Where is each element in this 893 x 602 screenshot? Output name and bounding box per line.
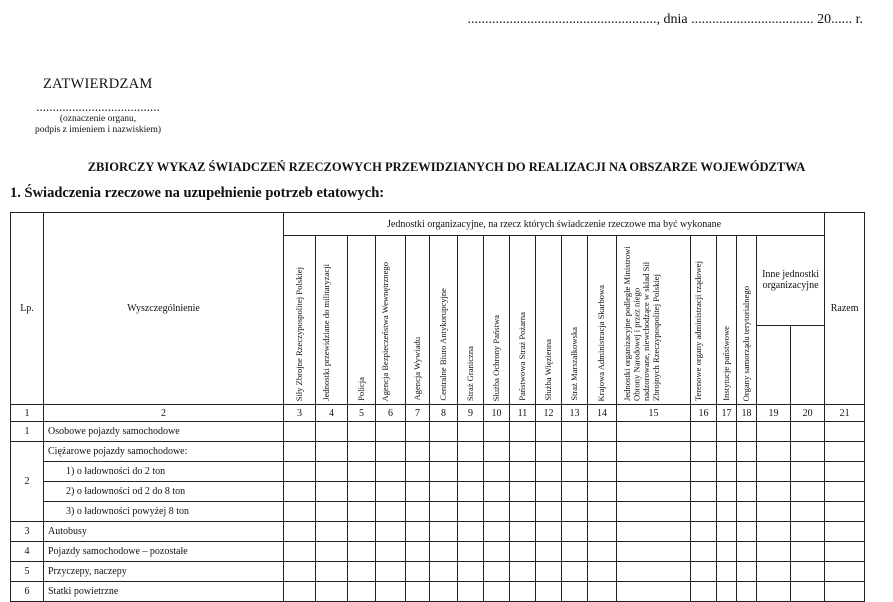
unit-header xyxy=(430,236,458,405)
data-cell[interactable] xyxy=(458,462,484,482)
data-cell[interactable] xyxy=(588,582,617,602)
data-cell[interactable] xyxy=(376,442,406,462)
row-label: Statki powietrzne xyxy=(44,582,284,602)
unit-header xyxy=(717,236,737,405)
data-cell[interactable] xyxy=(737,562,757,582)
data-cell[interactable] xyxy=(348,482,376,502)
table-row xyxy=(11,522,865,542)
signature-caption-line-2: podpis z imieniem i nazwiskiem) xyxy=(34,125,162,135)
data-cell[interactable] xyxy=(510,462,536,482)
data-cell[interactable] xyxy=(617,582,691,602)
column-number: 5 xyxy=(348,405,376,422)
data-cell[interactable] xyxy=(376,502,406,522)
data-cell[interactable] xyxy=(284,442,316,462)
data-cell[interactable] xyxy=(316,462,348,482)
data-cell[interactable] xyxy=(376,522,406,542)
document-title: ZBIORCZY WYKAZ ŚWIADCZEŃ RZECZOWYCH PRZEWIDZIANYCH DO REALIZACJI NA OBSZARZE WOJEWÓDZTWA xyxy=(87,160,806,174)
data-cell[interactable] xyxy=(562,462,588,482)
data-cell[interactable] xyxy=(458,502,484,522)
table-row xyxy=(11,462,865,482)
unit-header-text: Służba Ochrony Państwa xyxy=(490,314,501,401)
unit-header-text: Służba Więzienna xyxy=(542,339,553,401)
table-row xyxy=(11,442,865,462)
data-cell[interactable] xyxy=(691,442,717,462)
column-number: 13 xyxy=(562,405,588,422)
data-cell[interactable] xyxy=(536,522,562,542)
data-cell[interactable] xyxy=(406,562,430,582)
unit-header xyxy=(617,236,691,405)
column-number: 16 xyxy=(691,405,717,422)
data-cell[interactable] xyxy=(791,542,825,562)
data-cell[interactable] xyxy=(588,522,617,542)
data-cell[interactable] xyxy=(825,462,865,482)
data-cell[interactable] xyxy=(406,502,430,522)
data-cell[interactable] xyxy=(588,422,617,442)
signature-caption-line-1: (oznaczenie organu, xyxy=(59,114,137,124)
column-number: 1 xyxy=(11,405,44,422)
data-cell[interactable] xyxy=(737,582,757,602)
data-cell[interactable] xyxy=(617,482,691,502)
data-cell[interactable] xyxy=(717,502,737,522)
data-cell[interactable] xyxy=(536,482,562,502)
data-cell[interactable] xyxy=(510,422,536,442)
other-unit-cell xyxy=(791,325,825,404)
data-cell[interactable] xyxy=(757,502,791,522)
row-lp: 2 xyxy=(11,442,44,522)
data-cell[interactable] xyxy=(791,582,825,602)
data-cell[interactable] xyxy=(284,502,316,522)
unit-header-text: Terenowe organy administracji rządowej xyxy=(692,260,703,401)
column-numbers-row xyxy=(11,405,865,422)
table-row xyxy=(11,562,865,582)
data-cell[interactable] xyxy=(536,462,562,482)
data-cell[interactable] xyxy=(737,542,757,562)
table-body xyxy=(11,422,865,602)
data-cell[interactable] xyxy=(458,522,484,542)
table-row xyxy=(11,482,865,502)
data-cell[interactable] xyxy=(717,542,737,562)
data-cell[interactable] xyxy=(348,582,376,602)
data-cell[interactable] xyxy=(406,522,430,542)
data-cell[interactable] xyxy=(757,422,791,442)
data-cell[interactable] xyxy=(737,442,757,462)
column-number: 2 xyxy=(44,405,284,422)
data-cell[interactable] xyxy=(316,442,348,462)
row-label: 2) o ładowności od 2 do 8 ton xyxy=(44,482,284,502)
data-cell[interactable] xyxy=(348,542,376,562)
data-cell[interactable] xyxy=(691,502,717,522)
signature-block xyxy=(18,100,178,136)
column-number: 6 xyxy=(376,405,406,422)
data-cell[interactable] xyxy=(316,482,348,502)
data-cell[interactable] xyxy=(484,502,510,522)
data-cell[interactable] xyxy=(757,442,791,462)
data-cell[interactable] xyxy=(562,442,588,462)
data-cell[interactable] xyxy=(510,522,536,542)
data-cell[interactable] xyxy=(717,522,737,542)
data-cell[interactable] xyxy=(510,542,536,562)
units-group-header: Jednostki organizacyjne, na rzecz których świadczenie rzeczowe ma być wykonane xyxy=(284,213,825,236)
data-cell[interactable] xyxy=(791,562,825,582)
column-number: 15 xyxy=(617,405,691,422)
column-number: 21 xyxy=(825,405,865,422)
data-cell[interactable] xyxy=(406,442,430,462)
data-cell[interactable] xyxy=(376,462,406,482)
data-cell[interactable] xyxy=(484,442,510,462)
lp-header: Lp. xyxy=(11,213,44,405)
data-cell[interactable] xyxy=(562,582,588,602)
data-cell[interactable] xyxy=(617,542,691,562)
unit-header xyxy=(588,236,617,405)
row-lp: 1 xyxy=(11,422,44,442)
data-cell[interactable] xyxy=(284,482,316,502)
data-cell[interactable] xyxy=(562,542,588,562)
data-cell[interactable] xyxy=(484,542,510,562)
data-cell[interactable] xyxy=(536,422,562,442)
data-cell[interactable] xyxy=(562,482,588,502)
unit-header-text: Instytucje państwowe xyxy=(720,326,731,401)
data-cell[interactable] xyxy=(757,522,791,542)
unit-header-text: Państwowa Straż Pożarna xyxy=(516,312,527,401)
data-cell[interactable] xyxy=(284,562,316,582)
data-cell[interactable] xyxy=(691,522,717,542)
data-cell[interactable] xyxy=(691,582,717,602)
data-cell[interactable] xyxy=(484,562,510,582)
data-cell[interactable] xyxy=(348,422,376,442)
row-label: Ciężarowe pojazdy samochodowe: xyxy=(44,442,284,462)
data-cell[interactable] xyxy=(737,422,757,442)
data-cell[interactable] xyxy=(536,542,562,562)
column-number: 3 xyxy=(284,405,316,422)
data-cell[interactable] xyxy=(284,422,316,442)
data-cell[interactable] xyxy=(316,582,348,602)
data-cell[interactable] xyxy=(825,562,865,582)
data-cell[interactable] xyxy=(757,582,791,602)
data-cell[interactable] xyxy=(562,422,588,442)
data-cell[interactable] xyxy=(717,562,737,582)
unit-header xyxy=(458,236,484,405)
data-cell[interactable] xyxy=(284,582,316,602)
column-number: 18 xyxy=(737,405,757,422)
unit-header-text: Jednostki organizacyjne podległe Ministrowi Obrony Narodowej i przez niego nadzorowane, niewchodzące w skład Sił Zbrojnych Rzeczypospolitej Polskiej xyxy=(621,246,661,401)
data-cell[interactable] xyxy=(458,582,484,602)
other-unit-cell xyxy=(757,325,791,404)
unit-header-text: Siły Zbrojne Rzeczypospolitej Polskiej xyxy=(293,266,304,401)
table-row xyxy=(11,582,865,602)
data-cell[interactable] xyxy=(430,582,458,602)
column-number: 8 xyxy=(430,405,458,422)
data-cell[interactable] xyxy=(562,522,588,542)
column-number: 10 xyxy=(484,405,510,422)
description-header: Wyszczególnienie xyxy=(44,213,284,405)
data-cell[interactable] xyxy=(484,582,510,602)
data-cell[interactable] xyxy=(536,582,562,602)
data-cell[interactable] xyxy=(430,502,458,522)
data-cell[interactable] xyxy=(691,462,717,482)
row-label: Autobusy xyxy=(44,522,284,542)
data-cell[interactable] xyxy=(316,502,348,522)
data-cell[interactable] xyxy=(510,442,536,462)
unit-header xyxy=(284,236,316,405)
data-cell[interactable] xyxy=(588,442,617,462)
unit-header xyxy=(562,236,588,405)
data-cell[interactable] xyxy=(284,462,316,482)
column-number: 7 xyxy=(406,405,430,422)
benefits-table xyxy=(10,212,865,602)
data-cell[interactable] xyxy=(510,582,536,602)
data-cell[interactable] xyxy=(617,442,691,462)
data-cell[interactable] xyxy=(458,442,484,462)
unit-header xyxy=(376,236,406,405)
data-cell[interactable] xyxy=(536,442,562,462)
unit-header-text: Policja xyxy=(355,377,366,401)
data-cell[interactable] xyxy=(348,562,376,582)
data-cell[interactable] xyxy=(536,562,562,582)
column-number: 19 xyxy=(757,405,791,422)
data-cell[interactable] xyxy=(617,562,691,582)
data-cell[interactable] xyxy=(825,522,865,542)
data-cell[interactable] xyxy=(430,422,458,442)
unit-header xyxy=(406,236,430,405)
column-number: 20 xyxy=(791,405,825,422)
unit-header xyxy=(484,236,510,405)
unit-header xyxy=(510,236,536,405)
data-cell[interactable] xyxy=(510,482,536,502)
data-cell[interactable] xyxy=(791,482,825,502)
data-cell[interactable] xyxy=(717,582,737,602)
data-cell[interactable] xyxy=(617,522,691,542)
data-cell[interactable] xyxy=(617,422,691,442)
data-cell[interactable] xyxy=(316,542,348,562)
data-cell[interactable] xyxy=(376,582,406,602)
data-cell[interactable] xyxy=(430,562,458,582)
data-cell[interactable] xyxy=(348,462,376,482)
unit-header-text: Straż Graniczna xyxy=(464,345,475,401)
unit-header xyxy=(316,236,348,405)
signature-dots: ...................................... xyxy=(36,99,160,114)
data-cell[interactable] xyxy=(717,442,737,462)
data-cell[interactable] xyxy=(588,482,617,502)
unit-header-text: Straż Marszałkowska xyxy=(568,327,579,401)
data-cell[interactable] xyxy=(348,502,376,522)
data-cell[interactable] xyxy=(406,582,430,602)
data-cell[interactable] xyxy=(536,502,562,522)
row-lp: 6 xyxy=(11,582,44,602)
data-cell[interactable] xyxy=(617,502,691,522)
data-cell[interactable] xyxy=(791,422,825,442)
data-cell[interactable] xyxy=(791,442,825,462)
unit-header-text: Organy samorządu terytorialnego xyxy=(740,285,751,401)
data-cell[interactable] xyxy=(588,502,617,522)
data-cell[interactable] xyxy=(757,482,791,502)
column-number: 4 xyxy=(316,405,348,422)
data-cell[interactable] xyxy=(691,482,717,502)
data-cell[interactable] xyxy=(757,542,791,562)
data-cell[interactable] xyxy=(458,542,484,562)
row-label: Pojazdy samochodowe – pozostałe xyxy=(44,542,284,562)
data-cell[interactable] xyxy=(348,442,376,462)
row-lp: 4 xyxy=(11,542,44,562)
data-cell[interactable] xyxy=(825,542,865,562)
data-cell[interactable] xyxy=(791,462,825,482)
data-cell[interactable] xyxy=(510,502,536,522)
signature-caption xyxy=(18,114,178,136)
data-cell[interactable] xyxy=(284,522,316,542)
row-lp: 5 xyxy=(11,562,44,582)
data-cell[interactable] xyxy=(737,502,757,522)
data-cell[interactable] xyxy=(484,422,510,442)
data-cell[interactable] xyxy=(376,542,406,562)
data-cell[interactable] xyxy=(406,462,430,482)
data-cell[interactable] xyxy=(825,582,865,602)
row-label: 1) o ładowności do 2 ton xyxy=(44,462,284,482)
data-cell[interactable] xyxy=(484,482,510,502)
unit-header-text: Agencja Wywiadu xyxy=(411,337,422,401)
data-cell[interactable] xyxy=(825,482,865,502)
data-cell[interactable] xyxy=(406,482,430,502)
unit-header-text: Centralne Biuro Antykorupcyjne xyxy=(437,288,448,401)
column-number: 14 xyxy=(588,405,617,422)
header-row-1 xyxy=(11,213,865,236)
data-cell[interactable] xyxy=(316,562,348,582)
unit-header xyxy=(691,236,717,405)
data-cell[interactable] xyxy=(510,562,536,582)
data-cell[interactable] xyxy=(484,462,510,482)
data-cell[interactable] xyxy=(316,522,348,542)
unit-header-text: Agencja Bezpieczeństwa Wewnętrznego xyxy=(379,261,390,401)
data-cell[interactable] xyxy=(791,502,825,522)
data-cell[interactable] xyxy=(284,542,316,562)
row-label: Osobowe pojazdy samochodowe xyxy=(44,422,284,442)
data-cell[interactable] xyxy=(588,542,617,562)
data-cell[interactable] xyxy=(562,562,588,582)
data-cell[interactable] xyxy=(348,522,376,542)
data-cell[interactable] xyxy=(691,562,717,582)
data-cell[interactable] xyxy=(791,522,825,542)
data-cell[interactable] xyxy=(588,462,617,482)
row-label: 3) o ładowności powyżej 8 ton xyxy=(44,502,284,522)
table-row xyxy=(11,422,865,442)
data-cell[interactable] xyxy=(376,422,406,442)
data-cell[interactable] xyxy=(458,562,484,582)
table-row xyxy=(11,542,865,562)
unit-header-text: Jednostki przewidziane do militaryzacji xyxy=(320,264,331,401)
data-cell[interactable] xyxy=(737,482,757,502)
data-cell[interactable] xyxy=(717,462,737,482)
unit-header-text: Krajowa Administracja Skarbowa xyxy=(596,284,607,401)
data-cell[interactable] xyxy=(458,482,484,502)
table-row xyxy=(11,502,865,522)
data-cell[interactable] xyxy=(691,542,717,562)
data-cell[interactable] xyxy=(484,522,510,542)
total-header: Razem xyxy=(825,213,865,405)
data-cell[interactable] xyxy=(691,422,717,442)
data-cell[interactable] xyxy=(825,442,865,462)
data-cell[interactable] xyxy=(717,482,737,502)
column-number: 12 xyxy=(536,405,562,422)
data-cell[interactable] xyxy=(717,422,737,442)
section-heading: 1. Świadczenia rzeczowe na uzupełnienie potrzeb etatowych: xyxy=(10,185,385,201)
other-units-header: Inne jednostki organizacyjne xyxy=(757,236,825,326)
data-cell[interactable] xyxy=(737,522,757,542)
data-cell[interactable] xyxy=(617,462,691,482)
unit-header xyxy=(536,236,562,405)
data-cell[interactable] xyxy=(430,542,458,562)
data-cell[interactable] xyxy=(588,562,617,582)
approve-heading: ZATWIERDZAM xyxy=(43,76,153,92)
column-number: 9 xyxy=(458,405,484,422)
data-cell[interactable] xyxy=(458,422,484,442)
row-label: Przyczepy, naczepy xyxy=(44,562,284,582)
data-cell[interactable] xyxy=(406,542,430,562)
data-cell[interactable] xyxy=(376,482,406,502)
data-cell[interactable] xyxy=(757,462,791,482)
data-cell[interactable] xyxy=(430,482,458,502)
data-cell[interactable] xyxy=(430,442,458,462)
data-cell[interactable] xyxy=(825,502,865,522)
unit-header xyxy=(348,236,376,405)
column-number: 17 xyxy=(717,405,737,422)
data-cell[interactable] xyxy=(430,462,458,482)
data-cell[interactable] xyxy=(406,422,430,442)
data-cell[interactable] xyxy=(562,502,588,522)
data-cell[interactable] xyxy=(825,422,865,442)
data-cell[interactable] xyxy=(316,422,348,442)
place-date-line: ......................................................, dnia ................................... 20...... r. xyxy=(467,12,863,27)
data-cell[interactable] xyxy=(757,562,791,582)
data-cell[interactable] xyxy=(737,462,757,482)
row-lp: 3 xyxy=(11,522,44,542)
column-number: 11 xyxy=(510,405,536,422)
unit-header xyxy=(737,236,757,405)
data-cell[interactable] xyxy=(376,562,406,582)
data-cell[interactable] xyxy=(430,522,458,542)
